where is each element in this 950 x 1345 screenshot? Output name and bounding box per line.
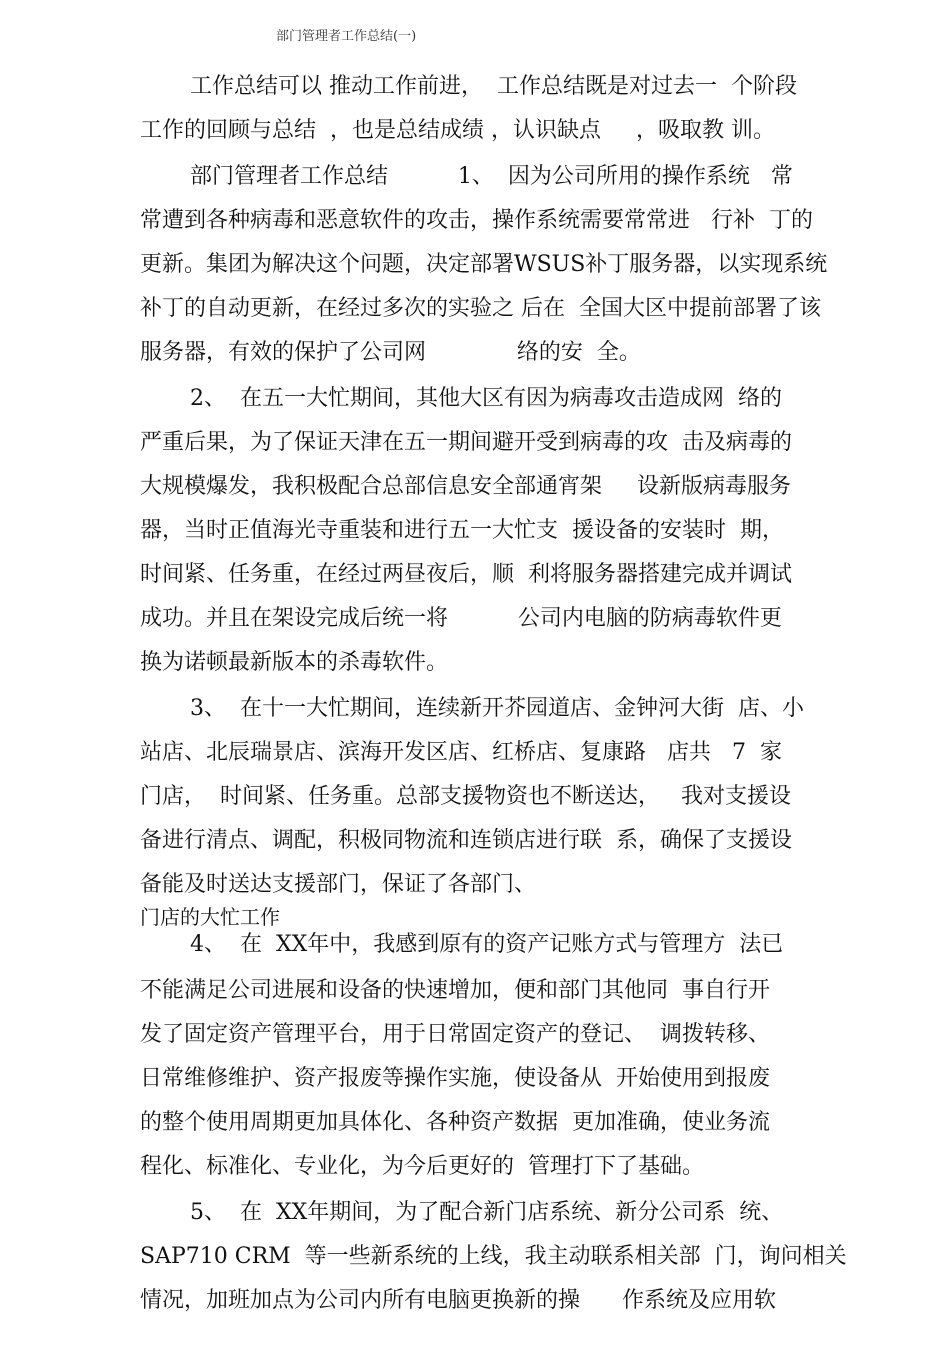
- text-line: 5、 在 XX年期间，为了配合新门店系统、新分公司系 统、: [190, 1200, 784, 1225]
- text-line: 工作总结可以 推动工作前进， 工作总结既是对过去一 个阶段: [190, 74, 797, 99]
- text-line: 的整个使用周期更加具体化、各种资产数据 更加准确，使业务流: [140, 1110, 770, 1135]
- text-line: 4、 在 XX年中，我感到原有的资产记账方式与管理方 法已: [190, 932, 784, 957]
- text-line: 情况，加班加点为公司内所有电脑更换新的操 作系统及应用软: [140, 1288, 776, 1313]
- text-line: 3、 在十一大忙期间，连续新开芥园道店、金钟河大街 店、小: [190, 696, 804, 721]
- text-line: 站店、北辰瑞景店、滨海开发区店、红桥店、复康路 店共 7 家: [140, 740, 782, 765]
- text-line: 补丁的自动更新，在经过多次的实验之 后在 全国大区中提前部署了该: [140, 296, 821, 321]
- text-line: 备能及时送达支援部门，保证了各部门、: [140, 872, 537, 897]
- text-line: 大规模爆发，我积极配合总部信息安全部通宵架 设新版病毒服务: [140, 474, 791, 499]
- text-line: 严重后果，为了保证天津在五一期间避开受到病毒的攻 击及病毒的: [140, 430, 792, 455]
- text-line: 部门管理者工作总结 1、 因为公司所用的操作系统 常: [190, 164, 793, 189]
- text-line: 程化、标准化、专业化，为今后更好的 管理打下了基础。: [140, 1154, 704, 1179]
- text-line: 发了固定资产管理平台，用于日常固定资产的登记、 调拨转移、: [140, 1022, 770, 1047]
- text-line: 备进行清点、调配，积极同物流和连锁店进行联 系，确保了支援设: [140, 828, 792, 853]
- text-line: SAP710 CRM 等一些新系统的上线，我主动联系相关部 门，询问相关: [140, 1244, 847, 1269]
- page-header: 部门管理者工作总结(一): [276, 29, 417, 44]
- text-line: 更新。集团为解决这个问题，决定部署WSUS补丁服务器，以实现系统: [140, 252, 828, 277]
- text-line: 门店， 时间紧、任务重。总部支援物资也不断送达， 我对支援设: [140, 784, 791, 809]
- text-line: 时间紧、任务重，在经过两昼夜后，顺 利将服务器搭建完成并调试: [140, 562, 792, 587]
- text-line: 服务器，有效的保护了公司网 络的安 全。: [140, 340, 641, 365]
- text-line: 不能满足公司进展和设备的快速增加，便和部门其他同 事自行开: [140, 978, 770, 1003]
- text-line: 成功。并且在架设完成后统一将 公司内电脑的防病毒软件更: [140, 606, 782, 631]
- text-line: 门店的大忙工作: [140, 905, 280, 929]
- text-line: 器，当时正值海光寺重装和进行五一大忙支 援设备的安装时 期，: [140, 518, 784, 543]
- text-line: 换为诺顿最新版本的杀毒软件。: [140, 650, 449, 675]
- text-line: 2、 在五一大忙期间，其他大区有因为病毒攻击造成网 络的: [190, 386, 782, 411]
- text-line: 日常维修维护、资产报废等操作实施，使设备从 开始使用到报废: [140, 1066, 770, 1091]
- text-line: 常遭到各种病毒和恶意软件的攻击，操作系统需要常常进 行补 丁的: [140, 208, 813, 233]
- text-line: 工作的回顾与总结 ，也是总结成绩 ，认识缺点 ，吸取教 训。: [140, 118, 775, 143]
